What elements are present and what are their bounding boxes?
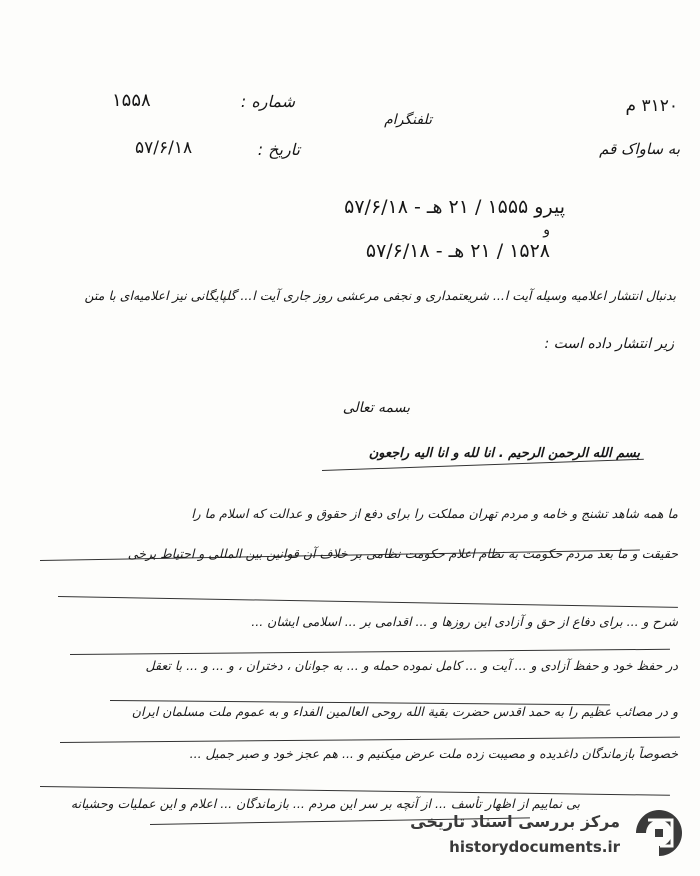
letter-underline-2: [58, 596, 678, 608]
letter-underline-5: [60, 737, 680, 743]
archive-logo-icon: [628, 802, 690, 864]
reference-line-1: پیرو ۱۵۵۵ / ۲۱ هـ - ۵۷/۶/۱۸: [344, 196, 565, 218]
number-value: ۱۵۵۸: [112, 90, 151, 111]
letter-line-7: بی نماییم از اظهار تأسف ... از آنچه بر سر این مردم ... بازماندگان ... اعلام و این عملیات وحشیانه: [70, 796, 580, 811]
letter-line-5: و در مصائب عظیم را به حمد اقدس حضرت بقیة الله روحی العالمین الفداء و به عموم ملت مسلمان ایران: [131, 704, 678, 719]
recipient-label: به ساواک قم: [599, 140, 680, 158]
intro-line-2: زیر انتشار داده است :: [544, 336, 674, 352]
intro-line-1: بدنبال انتشار اعلامیه وسیله آیت ا... شریعتمداری و نجفی مرعشی روز جاری آیت ا... گلپایگانی نیز اعلامیه‌ای با متن: [84, 288, 676, 303]
urgent-telegram-label: تلفنگرام: [384, 112, 432, 128]
letter-line-1: ما همه شاهد تشنج و خامه و مردم تهران مملکت را برای دفع از حقوق و عدالت که اسلام ما را: [191, 506, 678, 521]
salutation: بسمه تعالی: [342, 400, 410, 416]
date-value: ۵۷/۶/۱۸: [135, 138, 193, 158]
letter-line-3: شرح و ... برای دفاع از حق و آزادی این روزها و ... اقدامی بر ... اسلامی ایشان ...: [251, 614, 678, 629]
letter-line-6: خصوصاً بازماندگان داغدیده و مصیبت زده ملت عرض میکنیم و ... هم عجز خود و صبر جمیل ...: [189, 746, 678, 761]
letter-underline-6: [40, 786, 670, 796]
ref-number-right: ۳۱۲۰ م: [625, 96, 678, 116]
watermark-url: historydocuments.ir: [449, 838, 620, 856]
archive-watermark: [410, 798, 690, 868]
letter-heading: بسم الله الرحمن الرحیم . انا لله و انا الیه راجعون: [368, 446, 640, 461]
number-label: شماره :: [240, 92, 295, 111]
date-label: تاریخ :: [257, 140, 300, 159]
reference-line-2: ۱۵۲۸ / ۲۱ هـ - ۵۷/۶/۱۸: [365, 240, 550, 262]
letter-line-2: حقیقت و ما بعد مردم حکومت به نظام اعلام حکومت نظامی بر خلاف آن قوانین بین المللی و احتیاط برخی: [127, 546, 678, 561]
watermark-title: مرکز بررسی اسناد تاریخی: [410, 812, 620, 831]
reference-prefix: و: [543, 222, 550, 238]
letter-line-4: در حفظ خود و حفظ آزادی و ... آیت و ... کامل نموده حمله و ... به جوانان ، دختران ، و ... و ... با تعقل: [145, 658, 678, 673]
letter-underline-3: [70, 649, 670, 655]
